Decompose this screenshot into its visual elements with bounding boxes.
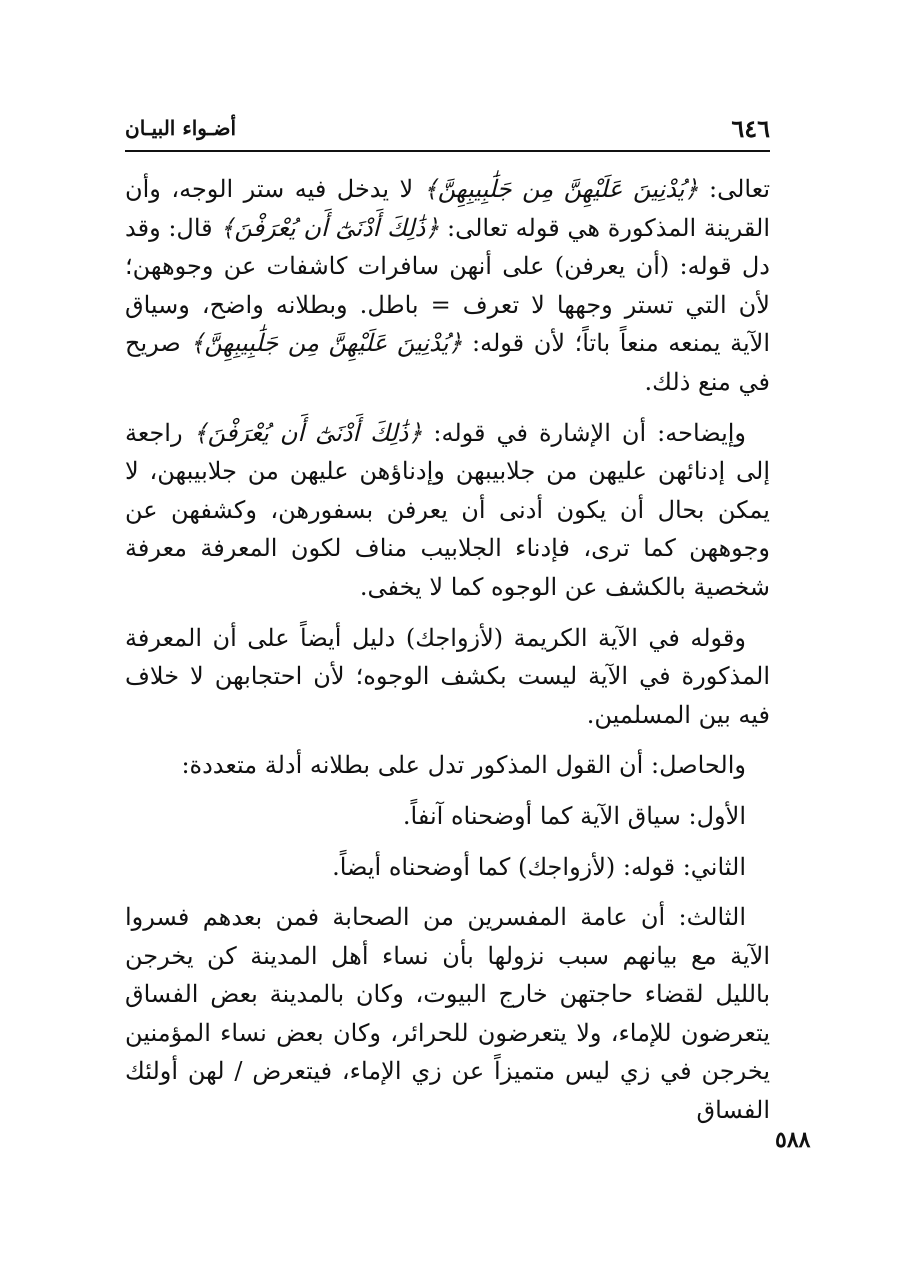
paragraph bbox=[125, 797, 770, 836]
body-text bbox=[125, 170, 770, 1142]
text-segment: راجعة إلى إدنائهن عليهن من جلابيبهن وإدناؤهن عليهن من جلابيبهن، لا يمكن بحال أن يكون أدنى أن يعرفن بسفورهن، وكشفهن عن وجوههن كما ترى، فإدناء الجلابيب مناف لكون المعرفة معرفة شخصية بالكشف عن الوجوه كما لا يخفى. bbox=[125, 418, 770, 601]
paragraph bbox=[125, 619, 770, 735]
text-segment: والحاصل: أن القول المذكور تدل على بطلانه أدلة متعددة: bbox=[181, 751, 746, 780]
margin-page-reference: ٥٨٨ bbox=[775, 1127, 811, 1153]
paragraph bbox=[125, 746, 770, 785]
paragraph bbox=[125, 414, 770, 607]
paragraph bbox=[125, 848, 770, 887]
quran-verse: ﴿يُدْنِينَ عَلَيْهِنَّ مِن جَلَٰبِيبِهِنَّ﴾ bbox=[423, 175, 699, 203]
page-header bbox=[125, 110, 770, 152]
text-segment: الثالث: أن عامة المفسرين من الصحابة فمن بعدهم فسروا الآية مع بيانهم سبب نزولها بأن نساء أهل المدينة كن يخرجن بالليل لقضاء حاجتهن خارج البيوت، وكان بالمدينة بعض الفساق يتعرضون للإماء، ولا يتعرضون للحرائر، وكان بعض نساء المؤمنين يخرجن في زي ليس متميزاً عن زي الإماء، فيتعرض / لهن أولئك الفساق bbox=[125, 903, 770, 1125]
quran-verse: ﴿ذَٰلِكَ أَدْنَىٰٓ أَن يُعْرَفْنَ﴾ bbox=[193, 418, 423, 447]
paragraph bbox=[125, 170, 770, 402]
paragraph bbox=[125, 898, 770, 1130]
text-segment: قال: وقد دل قوله: (أن يعرفن) على أنهن سافرات كاشفات عن وجوههن؛ لأن التي تستر وجهها لا تعرف = باطل. وبطلانه واضح، وسياق الآية يمنعه منعاً باتاً؛ لأن قوله: bbox=[125, 213, 771, 358]
running-title: أضـواء البيـان bbox=[125, 116, 237, 140]
text-segment: صريح في منع ذلك. bbox=[125, 329, 770, 396]
text-segment: وقوله في الآية الكريمة (لأزواجك) دليل أيضاً على أن المعرفة المذكورة في الآية ليست بكشف الوجوه؛ لأن احتجابهن لا خلاف فيه بين المسلمين. bbox=[125, 623, 770, 729]
text-segment: وإيضاحه: أن الإشارة في قوله: bbox=[422, 418, 747, 447]
quran-verse: ﴿ذَٰلِكَ أَدْنَىٰٓ أَن يُعْرَفْنَ﴾ bbox=[220, 213, 440, 242]
text-segment: لا يدخل فيه ستر الوجه، وأن القرينة المذكورة هي قوله تعالى: bbox=[125, 175, 771, 242]
text-segment: تعالى: bbox=[698, 175, 770, 203]
quran-verse: ﴿يُدْنِينَ عَلَيْهِنَّ مِن جَلَٰبِيبِهِنَّ﴾ bbox=[190, 329, 463, 358]
text-segment: الثاني: قوله: (لأزواجك) كما أوضحناه أيضاً. bbox=[332, 852, 746, 881]
text-segment: الأول: سياق الآية كما أوضحناه آنفاً. bbox=[402, 801, 746, 830]
page-number: ٦٤٦ bbox=[731, 114, 770, 143]
